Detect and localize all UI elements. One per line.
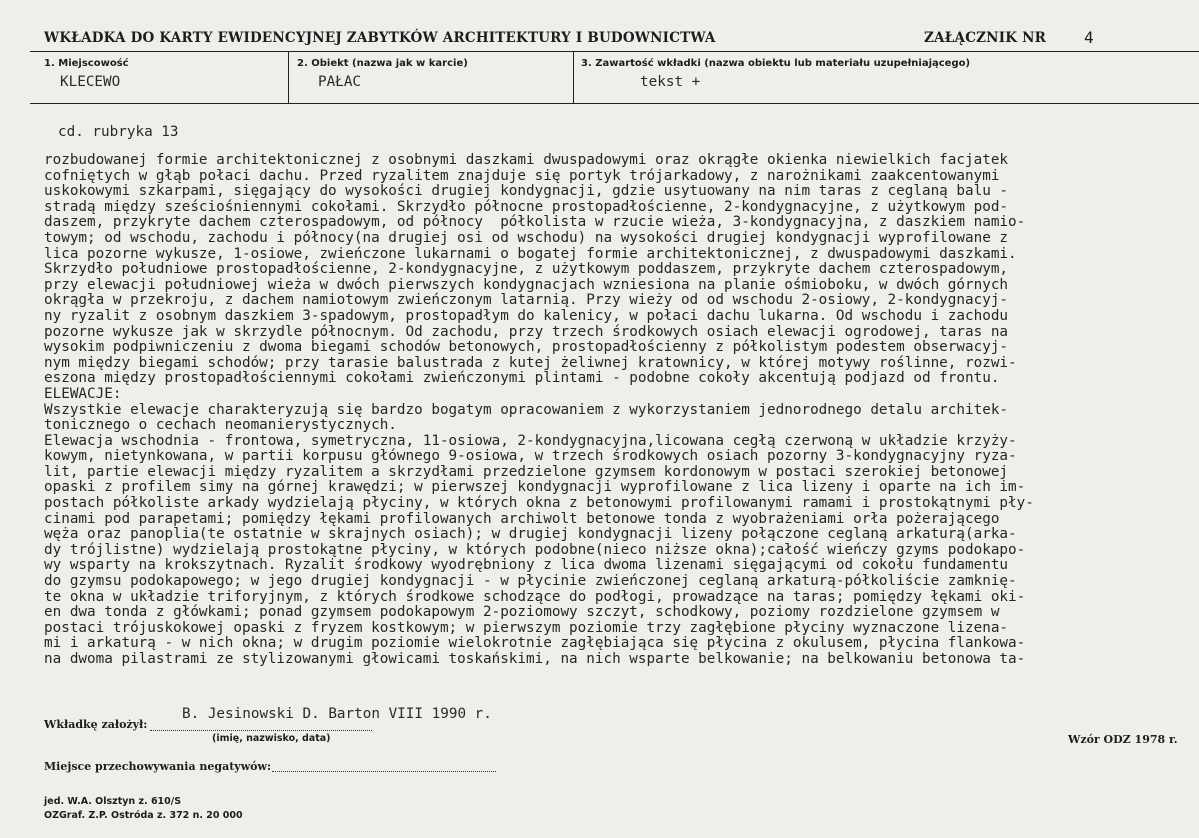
body-line: uskokowymi szkarpami, sięgający do wysokości drugiej kondygnacji, gdzie usytuowany na nim taras z ceglaną balu - — [44, 183, 1009, 200]
body-line: wy wsparty na krokszytnach. Ryzalit środkowy wyodrębniony z lica dwoma lizenami sięgającymi od cokołu fundamentu — [44, 557, 1009, 574]
body-line: mi i arkaturą - w nich okna; w drugim poziomie wielokrotnie zagłębiająca się płycina z okulusem, płycina flankowa- — [44, 635, 1026, 652]
annex-label: ZAŁĄCZNIK NR — [924, 30, 1047, 46]
object-label: 2. Obiekt (nazwa jak w karcie) — [297, 58, 468, 69]
card-title: WKŁADKA DO KARTY EWIDENCYJNEJ ZABYTKÓW ARCHITEKTURY I BUDOWNICTWA — [44, 30, 716, 46]
body-line: dy trójlistne) wydzielają prostokątne płyciny, w których podobne(nieco niższe okna);całość wieńczy gzyms podokapo- — [44, 541, 1026, 558]
body-line: en dwa tonda z główkami; ponad gzymsem podokapowym 2-poziomowy szczyt, schodkowy, poziomy rozdzielone gzymsem w — [44, 604, 1000, 621]
body-line: przy elewacji południowej wieża w dwóch pierwszych kondygnacjach wzniesiona na planie ośmioboku, w dwóch górnych — [44, 276, 1009, 293]
body-line: towym; od wschodu, zachodu i północy(na drugiej osi od wschodu) na wysokości drugiej kondygnacji wyprofilowane z — [44, 229, 1009, 246]
header-rule — [30, 51, 1199, 52]
typed-body-text — [44, 153, 1194, 668]
body-line: ny ryzalit z osobnym daszkiem 3-spadowym, prostopadłym do kalenicy, w połaci dachu lukarna. Od wschodu i zachodu — [44, 307, 1009, 324]
negatives-label: Miejsce przechowywania negatywów: — [44, 760, 272, 773]
prepared-by-value: B. Jesinowski D. Barton VIII 1990 r. — [182, 706, 492, 722]
annex-number: 4 — [1084, 28, 1094, 47]
content-label: 3. Zawartość wkładki (nazwa obiektu lub materiału uzupełniającego) — [581, 58, 971, 69]
fields-rule — [30, 103, 1199, 104]
body-line: lica pozorne wykusze, 1-osiowe, zwieńczone lukarnami o bogatej formie architektonicznej, z dwuspadowymi daszkami. — [44, 245, 1017, 262]
print-info-1: jed. W.A. Olsztyn z. 610/S — [44, 796, 182, 807]
object-value: PAŁAC — [318, 74, 362, 90]
body-line: Skrzydło południowe prostopadłościenne, 2-kondygnacyjne, z użytkowym poddaszem, przykryte dachem czterospadowym, — [44, 261, 1009, 278]
locality-value: KLECEWO — [60, 74, 121, 90]
body-line: pozorne wykusze jak w skrzydle północnym. Od zachodu, przy trzech środkowych osiach elewacji ogrodowej, taras na — [44, 323, 1009, 340]
body-line: węża oraz panoplia(te ostatnie w skrajnych osiach); w drugiej kondygnacji lizeny połączone ceglaną arkaturą(arka- — [44, 526, 1017, 543]
body-line: postach półkoliste arkady wydzielają płyciny, w których okna z betonowymi profilowanymi ramami i prostokątnymi pły- — [44, 495, 1034, 512]
body-line: rozbudowanej formie architektonicznej z osobnymi daszkami dwuspadowymi oraz okrągłe okienka niewielkich facjatek — [44, 152, 1009, 168]
card-header — [44, 30, 1154, 50]
prepared-by-dotline — [150, 730, 372, 731]
body-line: eszona między prostopadłościennymi cokołami zwieńczonymi plintami - podobne cokoły akcentują podjazd od frontu. — [44, 370, 1000, 387]
body-line: nym między biegami schodów; przy tarasie balustrada z kutej żeliwnej kratownicy, w której motywy roślinne, rozwi- — [44, 354, 1017, 371]
body-line: stradą między sześciośniennymi cokołami. Skrzydło północne prostopadłościenne, 2-kondygnacyjne, z użytkowym pod- — [44, 198, 1009, 215]
body-line: Wszystkie elewacje charakteryzują się bardzo bogatym opracowaniem z wykorzystaniem jednorodnego detalu architek- — [44, 401, 1009, 418]
body-line: Elewacja wschodnia - frontowa, symetryczna, 11-osiowa, 2-kondygnacyjna,licowana cegłą czerwoną w układzie krzyży- — [44, 432, 1017, 449]
negatives-dotline — [272, 771, 496, 772]
print-info-2: OZGraf. Z.P. Ostróda z. 372 n. 20 000 — [44, 810, 243, 821]
body-line: ELEWACJE: — [44, 385, 122, 402]
form-template-label: Wzór ODZ 1978 r. — [1068, 733, 1178, 746]
field-divider-2 — [573, 51, 574, 104]
locality-label: 1. Miejscowość — [44, 58, 129, 69]
prepared-by-label: Wkładkę założył: — [44, 718, 148, 731]
content-value: tekst + — [640, 74, 701, 90]
body-line: lit, partie elewacji między ryzalitem a skrzydłami przedzielone gzymsem kordonowym w postaci szerokiej betonowej — [44, 463, 1009, 480]
body-line: daszem, przykryte dachem czterospadowym, od północy półkolista w rzucie wieża, 3-kondygnacyjna, z daszkiem namio- — [44, 214, 1026, 231]
field-divider-1 — [288, 51, 289, 104]
body-line: cofniętych w głąb połaci dachu. Przed ryzalitem znajduje się portyk trójarkadowy, z narożnikami zaakcentowanymi — [44, 167, 1000, 184]
body-line: te okna w układzie triforyjnym, z których środkowe schodzące do podłogi, prowadzące na taras; pomiędzy łękami oki- — [44, 588, 1026, 605]
body-line: do gzymsu podokapowego; w jego drugiej kondygnacji - w płycinie zwieńczonej ceglaną arkaturą-półkoliście zamknię- — [44, 573, 1017, 590]
prepared-by-hint: (imię, nazwisko, data) — [212, 733, 331, 744]
body-line: postaci trójuskokowej opaski z fryzem kostkowym; w pierwszym poziomie trzy zagłębione płyciny wyznaczone lizena- — [44, 619, 1009, 636]
body-line: wysokim podpiwniczeniu z dwoma biegami schodów betonowych, prostopadłościenny z półkolistym podestem obserwacyj- — [44, 339, 1009, 356]
body-line: cinami pod parapetami; pomiędzy łękami profilowanych archiwolt betonowe tonda z wyobrażeniami orła pożerającego — [44, 510, 1000, 527]
body-line: na dwoma pilastrami ze stylizowanymi głowicami toskańskimi, na nich wsparte belkowanie; na belkowaniu betonowa ta- — [44, 651, 1026, 667]
body-line: okrągła w przekroju, z dachem namiotowym zwieńczonym latarnią. Przy wieży od od wschodu 2-osiowy, 2-kondygnacyj- — [44, 292, 1009, 309]
section-reference: cd. rubryka 13 — [58, 124, 179, 140]
body-line: opaski z profilem simy na górnej krawędzi; w pierwszej kondygnacji wyprofilowane z lica lizeny i oparte na ich im- — [44, 479, 1026, 496]
body-line: kowym, nietynkowana, w partii korpusu głównego 9-osiowa, w trzech środkowych osiach pozorny 3-kondygnacyjny ryza- — [44, 448, 1017, 465]
body-line: tonicznego o cechach neomanierystycznych. — [44, 417, 397, 434]
